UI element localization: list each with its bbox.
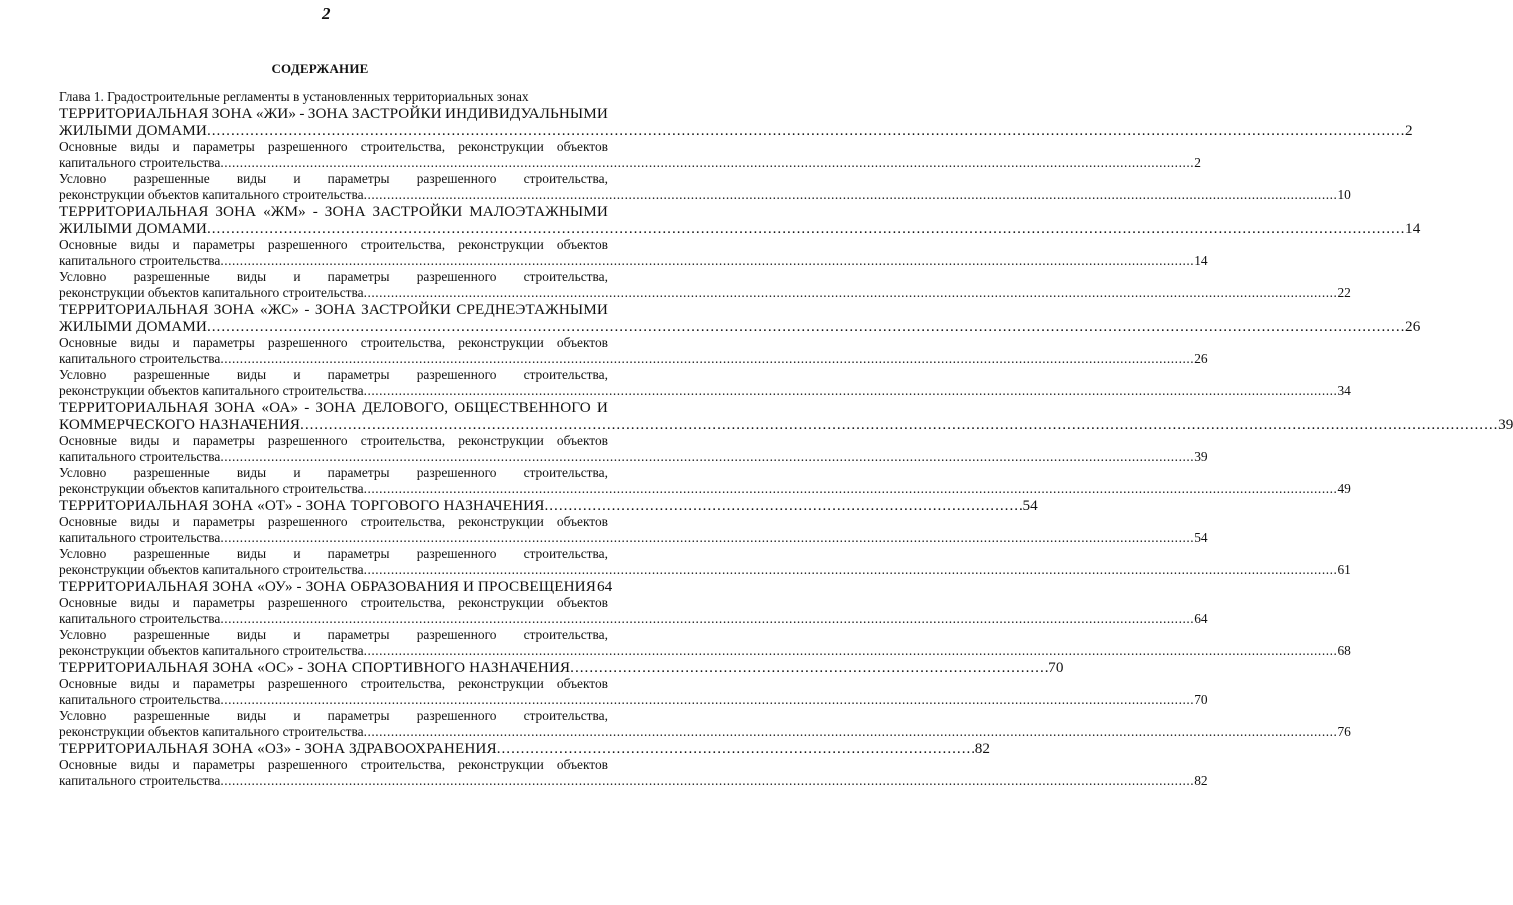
entry-text: ТЕРРИТОРИАЛЬНАЯ ЗОНА «ОЗ» - ЗОНА ЗДРАВООХРАНЕНИЯ (59, 740, 497, 757)
toc-title: СОДЕРЖАНИЕ (271, 61, 369, 76)
entry-line-2-text: реконструкции объектов капитального строительства (59, 724, 364, 739)
entry-word: «ОА» (261, 399, 299, 416)
leader-dots (220, 611, 1192, 627)
entry-page-number: 22 (1337, 285, 1351, 300)
entry-word: строительства, (360, 237, 446, 252)
leader-dots (364, 187, 1336, 203)
entry-word: виды (236, 269, 267, 284)
entry-word: строительства, (523, 269, 608, 284)
entry-word: объектов (556, 335, 608, 350)
entry-word: параметры (327, 708, 390, 723)
leader-dots (570, 659, 1047, 676)
entry-word: параметры (192, 757, 255, 772)
entry-word: разрешенного (416, 627, 497, 642)
toc-subentry[interactable] (59, 676, 1208, 708)
entry-word: параметры (192, 595, 255, 610)
entry-word: параметры (192, 335, 255, 350)
entry-word: строительства, (523, 546, 608, 561)
toc-zone-entry[interactable] (59, 578, 613, 595)
entry-word: и (172, 595, 180, 610)
table-of-contents (59, 89, 1513, 789)
entry-word: и (293, 546, 301, 561)
entry-word: и (293, 465, 301, 480)
entry-word: виды (130, 595, 160, 610)
entry-line-1 (59, 465, 608, 481)
entry-word: параметры (192, 237, 255, 252)
entry-line-1 (59, 595, 608, 611)
entry-page-number: 76 (1337, 724, 1351, 739)
entry-page-number: 10 (1337, 187, 1351, 202)
entry-word: строительства, (523, 627, 608, 642)
entry-word: виды (130, 237, 160, 252)
entry-page-number: 34 (1337, 383, 1351, 398)
entry-page-number: 70 (1194, 692, 1208, 707)
entry-word: ТЕРРИТОРИАЛЬНАЯ (59, 399, 209, 416)
entry-word: параметры (327, 269, 390, 284)
leader-dots (544, 497, 1021, 514)
entry-word: разрешенные (133, 708, 210, 723)
entry-word: строительства, (523, 708, 608, 723)
entry-word: разрешенного (416, 708, 497, 723)
entry-word: строительства, (360, 335, 446, 350)
entry-word: Условно (59, 546, 107, 561)
entry-word: виды (130, 139, 160, 154)
entry-line-2-text: реконструкции объектов капитального строительства (59, 481, 364, 496)
entry-page-number: 26 (1194, 351, 1208, 366)
entry-line-2 (59, 449, 1208, 465)
entry-word: разрешенного (267, 139, 348, 154)
entry-line-2 (59, 481, 1351, 497)
entry-word: ЗОНА (215, 203, 257, 220)
toc-subentry[interactable] (59, 367, 1351, 399)
entry-line-2-text: капитального строительства (59, 530, 221, 545)
toc-subentry[interactable] (59, 757, 1208, 789)
toc-zone-entry[interactable] (59, 399, 1513, 433)
leader-dots (207, 220, 1403, 237)
entry-word: разрешенного (267, 335, 348, 350)
entry-word: разрешенные (133, 546, 210, 561)
leader-dots (220, 449, 1192, 465)
entry-line-1 (59, 433, 608, 449)
entry-line-2 (59, 416, 1513, 433)
toc-subentry[interactable] (59, 335, 1208, 367)
entry-page-number: 64 (1194, 611, 1208, 626)
entry-page-number: 39 (1194, 449, 1208, 464)
entry-line-2-text: реконструкции объектов капитального строительства (59, 643, 364, 658)
entry-word: ТЕРРИТОРИАЛЬНАЯ (59, 301, 209, 318)
entry-word: разрешенного (416, 367, 497, 382)
entry-word: виды (236, 465, 267, 480)
entry-word: разрешенного (416, 171, 497, 186)
entry-line-2 (59, 611, 1208, 627)
entry-word: ОБЩЕСТВЕННОГО (454, 399, 591, 416)
entry-line-2 (59, 383, 1351, 399)
entry-word: и (172, 139, 180, 154)
entry-line-1 (59, 367, 608, 383)
entry-line-2 (59, 318, 1421, 335)
entry-word: разрешенного (267, 676, 348, 691)
entry-word: строительства, (360, 676, 446, 691)
entry-word: ЗОНА (213, 301, 255, 318)
entry-line-2-text: капитального строительства (59, 351, 221, 366)
chapter-heading: Глава 1. Градостроительные регламенты в установленных территориальных зонах (59, 89, 529, 104)
entry-line-2-text: капитального строительства (59, 155, 221, 170)
entry-text: ТЕРРИТОРИАЛЬНАЯ ЗОНА «ОС» - ЗОНА СПОРТИВНОГО НАЗНАЧЕНИЯ (59, 659, 571, 676)
entry-word: ЗОНА (324, 203, 366, 220)
toc-subentry[interactable] (59, 514, 1208, 546)
leader-dots (220, 530, 1192, 546)
entry-line-1 (59, 203, 608, 220)
entry-line-2 (59, 773, 1208, 789)
entry-word: параметры (192, 433, 255, 448)
entry-word: реконструкции (458, 335, 544, 350)
entry-line-2-text: ЖИЛЫМИ ДОМАМИ (59, 220, 207, 237)
entry-word: МАЛОЭТАЖНЫМИ (469, 203, 608, 220)
entry-page-number: 14 (1405, 220, 1421, 237)
entry-word: и (172, 514, 180, 529)
entry-text: ТЕРРИТОРИАЛЬНАЯ ЗОНА «ОУ» - ЗОНА ОБРАЗОВАНИЯ И ПРОСВЕЩЕНИЯ (59, 578, 596, 595)
entry-word: разрешенного (416, 546, 497, 561)
entry-word: Условно (59, 367, 107, 382)
entry-word: виды (130, 335, 160, 350)
entry-page-number: 26 (1405, 318, 1421, 335)
entry-word: разрешенного (267, 514, 348, 529)
toc-subentry[interactable] (59, 171, 1351, 203)
entry-page-number: 2 (1405, 122, 1413, 139)
toc-subentry[interactable] (59, 139, 1201, 171)
entry-word: виды (130, 757, 160, 772)
entry-word: ДЕЛОВОГО, (362, 399, 449, 416)
entry-word: разрешенные (133, 171, 210, 186)
entry-word: виды (236, 708, 267, 723)
entry-word: «ЖМ» (263, 203, 306, 220)
entry-word: и (172, 676, 180, 691)
entry-word: Основные (59, 757, 117, 772)
entry-line-2-text: КОММЕРЧЕСКОГО НАЗНАЧЕНИЯ (59, 416, 301, 433)
entry-line-2-text: капитального строительства (59, 773, 221, 788)
entry-line-2 (59, 122, 1413, 139)
entry-word: виды (236, 627, 267, 642)
entry-word: реконструкции (458, 514, 544, 529)
entry-word: и (172, 237, 180, 252)
entry-word: ЗОНА (214, 399, 256, 416)
entry-word: объектов (556, 139, 608, 154)
entry-word: разрешенного (267, 237, 348, 252)
leader-dots (364, 562, 1336, 578)
entry-word: и (293, 171, 301, 186)
entry-line-2 (59, 562, 1351, 578)
toc-zone-entry[interactable] (59, 497, 1038, 514)
leader-dots (220, 155, 1192, 171)
entry-page-number: 14 (1194, 253, 1208, 268)
entry-word: и (293, 708, 301, 723)
entry-line-2-text: ЖИЛЫМИ ДОМАМИ (59, 318, 207, 335)
entry-line-1 (59, 757, 608, 773)
entry-line-2 (59, 643, 1351, 659)
toc-zone-entry[interactable] (59, 659, 1064, 676)
entry-word: реконструкции (458, 433, 544, 448)
entry-word: ЗОНА (314, 301, 356, 318)
entry-word: Условно (59, 465, 107, 480)
entry-word: «ЖИ» (255, 105, 297, 122)
leader-dots (497, 740, 974, 757)
entry-word: ТЕРРИТОРИАЛЬНАЯ (59, 105, 209, 122)
entry-line-2-text: капитального строительства (59, 692, 221, 707)
entry-word: разрешенные (133, 367, 210, 382)
entry-page-number: 49 (1337, 481, 1351, 496)
entry-word: параметры (327, 171, 390, 186)
entry-line-1 (59, 627, 608, 643)
entry-word: - (304, 301, 310, 318)
entry-word: реконструкции (458, 757, 544, 772)
entry-word: строительства, (360, 139, 446, 154)
entry-word: и (293, 627, 301, 642)
entry-word: реконструкции (458, 139, 544, 154)
entry-word: Условно (59, 708, 107, 723)
entry-line-2-text: реконструкции объектов капитального строительства (59, 562, 364, 577)
toc-subentry[interactable] (59, 708, 1351, 740)
entry-word: объектов (556, 676, 608, 691)
entry-word: СРЕДНЕЭТАЖНЫМИ (456, 301, 608, 318)
entry-line-2 (59, 253, 1208, 269)
entry-word: разрешенные (133, 465, 210, 480)
entry-word: «ЖС» (260, 301, 299, 318)
entry-word: разрешенные (133, 627, 210, 642)
entry-page-number: 82 (974, 740, 991, 757)
entry-word: строительства, (523, 367, 608, 382)
entry-word: разрешенного (267, 433, 348, 448)
entry-page-number: 82 (1194, 773, 1208, 788)
entry-line-1 (59, 269, 608, 285)
entry-word: строительства, (523, 465, 608, 480)
entry-word: Основные (59, 237, 117, 252)
entry-page-number: 54 (1022, 497, 1038, 514)
entry-word: виды (130, 514, 160, 529)
toc-zone-entry[interactable] (59, 740, 991, 757)
entry-word: параметры (192, 514, 255, 529)
entry-word: виды (236, 546, 267, 561)
entry-word: разрешенные (133, 269, 210, 284)
entry-word: объектов (556, 595, 608, 610)
entry-word: параметры (327, 546, 390, 561)
entry-line-2 (59, 724, 1351, 740)
toc-subentry[interactable] (59, 433, 1208, 465)
entry-line-2-text: ЖИЛЫМИ ДОМАМИ (59, 122, 207, 139)
entry-word: разрешенного (416, 465, 497, 480)
page-number: 2 (322, 4, 331, 23)
entry-word: строительства, (360, 757, 446, 772)
leader-dots (300, 416, 1496, 433)
entry-line-2 (59, 692, 1208, 708)
entry-line-2 (59, 351, 1208, 367)
entry-line-1 (59, 708, 608, 724)
leader-dots (364, 285, 1336, 301)
entry-word: ЗАСТРОЙКИ (372, 203, 463, 220)
entry-word: Основные (59, 595, 117, 610)
entry-word: ЗАСТРОЙКИ (361, 301, 451, 318)
leader-dots (220, 773, 1192, 789)
entry-word: ЗАСТРОЙКИ (351, 105, 442, 122)
entry-line-1 (59, 399, 608, 416)
entry-word: ЗОНА (211, 105, 253, 122)
entry-word: параметры (327, 367, 390, 382)
entry-word: объектов (556, 514, 608, 529)
entry-page-number: 61 (1337, 562, 1351, 577)
entry-single-line (59, 497, 1038, 514)
entry-word: строительства, (360, 514, 446, 529)
entry-single-line (59, 659, 1064, 676)
entry-line-2 (59, 530, 1208, 546)
entry-line-2-text: реконструкции объектов капитального строительства (59, 383, 364, 398)
entry-word: Основные (59, 139, 117, 154)
leader-dots (207, 122, 1403, 139)
entry-word: и (172, 757, 180, 772)
toc-subentry[interactable] (59, 237, 1208, 269)
leader-dots (220, 351, 1192, 367)
toc-subentry[interactable] (59, 546, 1351, 578)
entry-word: ЗОНА (315, 399, 357, 416)
entry-word: Основные (59, 514, 117, 529)
entry-line-2-text: капитального строительства (59, 611, 221, 626)
entry-word: - (299, 105, 305, 122)
entry-word: разрешенного (267, 595, 348, 610)
toc-subentry[interactable] (59, 465, 1351, 497)
entry-page-number: 68 (1337, 643, 1351, 658)
entry-single-line (59, 578, 613, 595)
entry-word: объектов (556, 237, 608, 252)
entry-single-line (59, 740, 991, 757)
leader-dots (364, 481, 1336, 497)
entry-word: параметры (327, 465, 390, 480)
leader-dots (364, 383, 1336, 399)
entry-word: объектов (556, 433, 608, 448)
entry-text: ТЕРРИТОРИАЛЬНАЯ ЗОНА «ОТ» - ЗОНА ТОРГОВОГО НАЗНАЧЕНИЯ (59, 497, 545, 514)
leader-dots (207, 318, 1403, 335)
entry-page-number: 70 (1048, 659, 1064, 676)
entry-word: Основные (59, 676, 117, 691)
entry-word: виды (236, 171, 267, 186)
toc-zone-entry[interactable] (59, 203, 1421, 237)
entry-page-number: 39 (1498, 416, 1513, 433)
entry-word: виды (130, 433, 160, 448)
entry-line-2 (59, 220, 1421, 237)
entry-word: реконструкции (458, 595, 544, 610)
toc-zone-entry[interactable] (59, 301, 1421, 335)
entry-word: Основные (59, 433, 117, 448)
leader-dots (220, 692, 1192, 708)
entry-line-2-text: капитального строительства (59, 253, 221, 268)
entry-line-1 (59, 105, 608, 122)
leader-dots (364, 724, 1336, 740)
entry-line-2-text: капитального строительства (59, 449, 221, 464)
entry-word: разрешенного (416, 269, 497, 284)
entry-word: - (304, 399, 310, 416)
entry-line-1 (59, 514, 608, 530)
entry-line-1 (59, 139, 608, 155)
toc-subentry[interactable] (59, 595, 1208, 627)
toc-entries (59, 105, 1513, 789)
entry-line-1 (59, 676, 608, 692)
entry-word: виды (236, 367, 267, 382)
entry-word: объектов (556, 757, 608, 772)
entry-word: параметры (192, 139, 255, 154)
entry-line-1 (59, 335, 608, 351)
entry-line-1 (59, 237, 608, 253)
entry-word: - (312, 203, 318, 220)
entry-word: ЗОНА (307, 105, 349, 122)
entry-word: ИНДИВИДУАЛЬНЫМИ (445, 105, 608, 122)
entry-word: И (596, 399, 608, 416)
entry-word: реконструкции (458, 676, 544, 691)
entry-page-number: 54 (1194, 530, 1208, 545)
entry-line-1 (59, 546, 608, 562)
toc-zone-entry[interactable] (59, 105, 1413, 139)
toc-subentry[interactable] (59, 627, 1351, 659)
entry-word: разрешенного (267, 757, 348, 772)
entry-word: ТЕРРИТОРИАЛЬНАЯ (59, 203, 209, 220)
entry-line-1 (59, 171, 608, 187)
entry-word: строительства, (360, 595, 446, 610)
entry-word: виды (130, 676, 160, 691)
entry-page-number: 64 (596, 578, 613, 595)
entry-page-number: 2 (1194, 155, 1201, 170)
entry-line-2 (59, 285, 1351, 301)
entry-line-2-text: реконструкции объектов капитального строительства (59, 187, 364, 202)
entry-word: реконструкции (458, 237, 544, 252)
entry-word: строительства, (360, 433, 446, 448)
entry-word: и (293, 269, 301, 284)
leader-dots (220, 253, 1192, 269)
entry-word: Основные (59, 335, 117, 350)
entry-word: Условно (59, 627, 107, 642)
leader-dots (364, 643, 1336, 659)
entry-word: и (293, 367, 301, 382)
entry-word: строительства, (523, 171, 608, 186)
toc-subentry[interactable] (59, 269, 1351, 301)
entry-line-1 (59, 301, 608, 318)
entry-line-2 (59, 155, 1201, 171)
entry-line-2-text: реконструкции объектов капитального строительства (59, 285, 364, 300)
entry-word: параметры (192, 676, 255, 691)
entry-word: и (172, 433, 180, 448)
entry-word: Условно (59, 171, 107, 186)
entry-word: параметры (327, 627, 390, 642)
entry-word: и (172, 335, 180, 350)
entry-line-2 (59, 187, 1351, 203)
entry-word: Условно (59, 269, 107, 284)
